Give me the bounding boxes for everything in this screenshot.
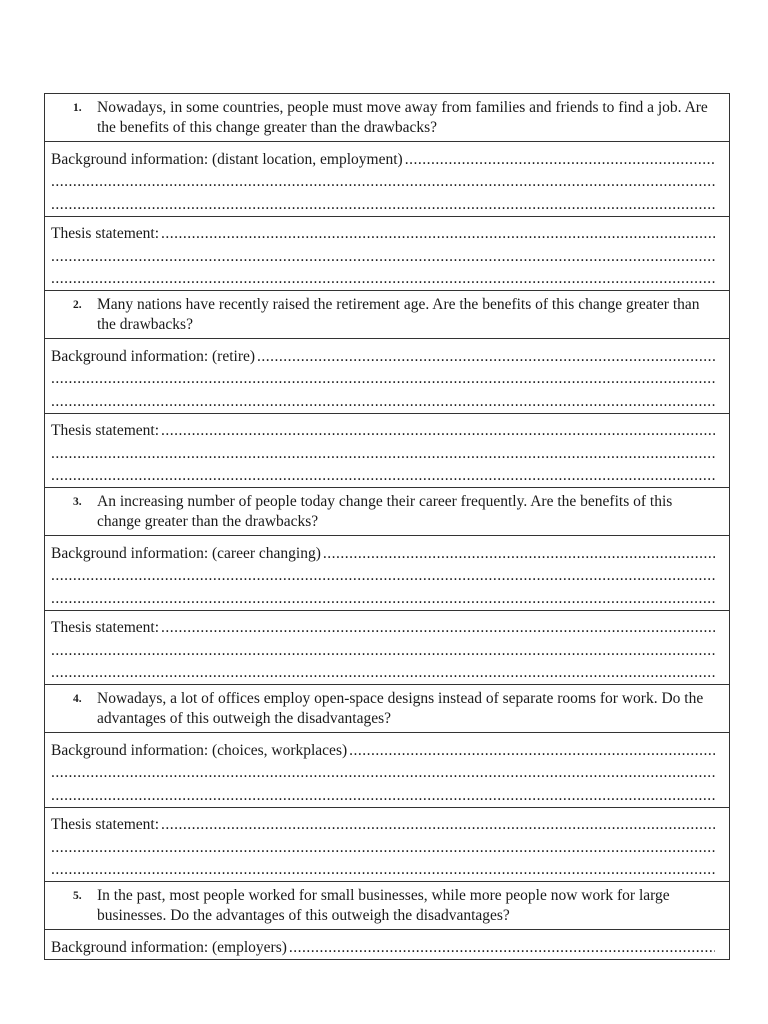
thesis-label: Thesis statement: <box>51 619 160 636</box>
answer-line[interactable] <box>51 642 715 660</box>
thesis-label: Thesis statement: <box>51 225 160 242</box>
thesis-label: Thesis statement: <box>51 422 160 439</box>
answer-line[interactable] <box>161 619 715 637</box>
answer-line[interactable] <box>51 839 715 857</box>
background-info-5[interactable] <box>45 929 729 959</box>
question-text: An increasing number of people today change their career frequently. Are the benefits of this change greater than the drawbacks? <box>97 493 673 530</box>
question-row-2 <box>45 290 729 338</box>
question-text: In the past, most people worked for small businesses, while more people now work for large businesses. Do the advantages of this outweigh the disadvantages? <box>97 887 670 924</box>
question-number: 2. <box>73 299 82 311</box>
thesis-statement-3[interactable] <box>45 610 729 685</box>
answer-line[interactable] <box>51 393 715 411</box>
question-number: 3. <box>73 496 82 508</box>
background-info-4[interactable] <box>45 732 729 807</box>
answer-line[interactable] <box>257 348 715 366</box>
background-hint: (retire) <box>212 347 256 365</box>
background-info-1[interactable] <box>45 141 729 216</box>
answer-line[interactable] <box>51 590 715 608</box>
answer-line[interactable] <box>51 445 715 463</box>
background-hint: (career changing) <box>212 544 321 562</box>
background-label: Background information: <box>51 347 209 365</box>
answer-line[interactable] <box>161 816 715 834</box>
worksheet-table <box>44 93 730 960</box>
background-hint: (distant location, employment) <box>212 150 403 168</box>
thesis-statement-1[interactable] <box>45 216 729 291</box>
question-text: Nowadays, a lot of offices employ open-space designs instead of separate rooms for work. Do the advantages of this outweigh the disadvantages? <box>97 690 704 727</box>
background-info-3[interactable] <box>45 535 729 610</box>
background-hint: (choices, workplaces) <box>212 741 348 759</box>
question-text: Nowadays, in some countries, people must move away from families and friends to find a job. Are the benefits of this change greater than the drawbacks? <box>97 99 708 136</box>
answer-line[interactable] <box>51 861 715 879</box>
background-label: Background information: <box>51 741 209 759</box>
thesis-statement-2[interactable] <box>45 413 729 488</box>
answer-line[interactable] <box>51 173 715 191</box>
answer-line[interactable] <box>51 467 715 485</box>
question-number: 1. <box>73 102 82 114</box>
background-hint: (employers) <box>212 938 287 956</box>
question-row-3 <box>45 487 729 535</box>
answer-line[interactable] <box>161 225 715 243</box>
question-number: 5. <box>73 890 82 902</box>
answer-line[interactable] <box>51 664 715 682</box>
answer-line[interactable] <box>289 939 715 957</box>
answer-line[interactable] <box>349 742 715 760</box>
question-text: Many nations have recently raised the retirement age. Are the benefits of this change greater than the drawbacks? <box>97 296 700 333</box>
thesis-label: Thesis statement: <box>51 816 160 833</box>
background-info-2[interactable] <box>45 338 729 413</box>
background-label: Background information: <box>51 938 209 956</box>
answer-line[interactable] <box>51 196 715 214</box>
question-number: 4. <box>73 693 82 705</box>
background-label: Background information: <box>51 150 209 168</box>
answer-line[interactable] <box>405 151 715 169</box>
answer-line[interactable] <box>323 545 715 563</box>
answer-line[interactable] <box>51 270 715 288</box>
answer-line[interactable] <box>51 567 715 585</box>
answer-line[interactable] <box>51 787 715 805</box>
answer-line[interactable] <box>161 422 715 440</box>
question-row-5 <box>45 881 729 929</box>
answer-line[interactable] <box>51 764 715 782</box>
question-row-1 <box>45 94 729 141</box>
question-row-4 <box>45 684 729 732</box>
answer-line[interactable] <box>51 248 715 266</box>
thesis-statement-4[interactable] <box>45 807 729 882</box>
answer-line[interactable] <box>51 370 715 388</box>
background-label: Background information: <box>51 544 209 562</box>
